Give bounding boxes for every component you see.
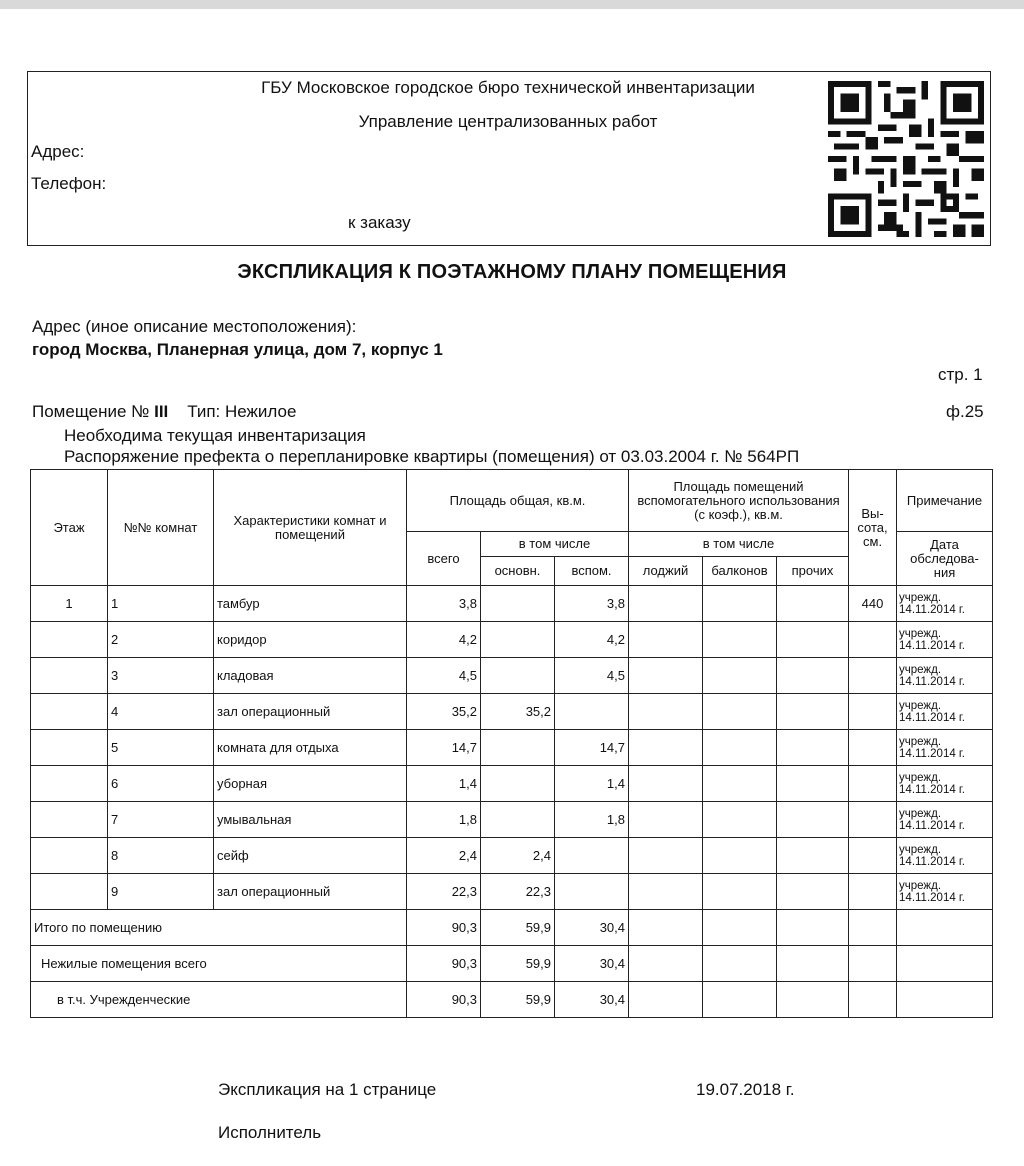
table-row — [31, 658, 993, 694]
page-number: стр. 1 — [938, 365, 983, 384]
cell-room: 3 — [108, 658, 214, 694]
cell-floor — [31, 730, 108, 766]
cell-total: 1,4 — [407, 766, 481, 802]
total-label: Итого по помещению — [31, 910, 407, 946]
cell-other — [777, 802, 849, 838]
cell-main — [481, 802, 555, 838]
cell-survey: учрежд. 14.11.2014 г. — [897, 622, 993, 658]
cell-name: тамбур — [214, 586, 407, 622]
header-address-label: Адрес: — [31, 142, 85, 161]
header-floor: Этаж — [31, 470, 108, 586]
cell-balconies — [703, 838, 777, 874]
header-rooms: №№ комнат — [108, 470, 214, 586]
room-type: Тип: Нежилое — [187, 402, 297, 421]
total-height — [849, 910, 897, 946]
room-number: III — [154, 402, 169, 421]
total-survey — [897, 946, 993, 982]
cell-main — [481, 658, 555, 694]
cell-height — [849, 622, 897, 658]
cell-other — [777, 658, 849, 694]
cell-name: зал операционный — [214, 874, 407, 910]
cell-floor: 1 — [31, 586, 108, 622]
cell-other — [777, 730, 849, 766]
cell-height — [849, 838, 897, 874]
total-loggias — [629, 910, 703, 946]
cell-room: 4 — [108, 694, 214, 730]
cell-other — [777, 586, 849, 622]
cell-aux — [555, 694, 629, 730]
cell-aux: 4,5 — [555, 658, 629, 694]
cell-floor — [31, 802, 108, 838]
cell-main: 35,2 — [481, 694, 555, 730]
cell-name: уборная — [214, 766, 407, 802]
cell-loggias — [629, 766, 703, 802]
header-aux: вспом. — [555, 557, 629, 586]
header-phone-label: Телефон: — [31, 174, 107, 193]
note-inventory: Необходима текущая инвентаризация — [64, 426, 366, 445]
cell-total: 1,8 — [407, 802, 481, 838]
total-other — [777, 982, 849, 1018]
total-survey — [897, 910, 993, 946]
cell-loggias — [629, 838, 703, 874]
room-label: Помещение № — [32, 402, 150, 421]
cell-survey: учрежд. 14.11.2014 г. — [897, 586, 993, 622]
total-row — [31, 946, 993, 982]
cell-main — [481, 730, 555, 766]
cell-room: 8 — [108, 838, 214, 874]
cell-name: сейф — [214, 838, 407, 874]
cell-loggias — [629, 874, 703, 910]
organization-name: ГБУ Московское городское бюро технической инвентаризации — [261, 78, 755, 97]
table-row — [31, 694, 993, 730]
cell-balconies — [703, 586, 777, 622]
cell-total: 4,5 — [407, 658, 481, 694]
cell-balconies — [703, 694, 777, 730]
footer-pages: Экспликация на 1 странице — [218, 1080, 437, 1099]
cell-height: 440 — [849, 586, 897, 622]
cell-aux — [555, 838, 629, 874]
cell-main — [481, 586, 555, 622]
cell-floor — [31, 874, 108, 910]
total-loggias — [629, 946, 703, 982]
cell-room: 1 — [108, 586, 214, 622]
total-balconies — [703, 982, 777, 1018]
total-aux: 30,4 — [555, 910, 629, 946]
form-number: ф.25 — [946, 402, 984, 421]
total-label: Нежилые помещения всего — [31, 946, 407, 982]
cell-name: кладовая — [214, 658, 407, 694]
cell-floor — [31, 838, 108, 874]
address-label: Адрес (иное описание местоположения): — [32, 317, 357, 336]
table-row — [31, 622, 993, 658]
header-remark: Примечание — [897, 470, 993, 532]
header-order-label: к заказу — [348, 213, 411, 232]
cell-balconies — [703, 622, 777, 658]
cell-survey: учрежд. 14.11.2014 г. — [897, 658, 993, 694]
cell-room: 9 — [108, 874, 214, 910]
cell-room: 6 — [108, 766, 214, 802]
room-line — [32, 402, 296, 422]
total-row — [31, 910, 993, 946]
cell-height — [849, 694, 897, 730]
total-label: в т.ч. Учрежденческие — [31, 982, 407, 1018]
cell-aux: 4,2 — [555, 622, 629, 658]
table-row — [31, 586, 993, 622]
cell-survey: учрежд. 14.11.2014 г. — [897, 730, 993, 766]
cell-height — [849, 658, 897, 694]
cell-survey: учрежд. 14.11.2014 г. — [897, 802, 993, 838]
cell-floor — [31, 694, 108, 730]
cell-loggias — [629, 802, 703, 838]
header-aux-area: Площадь помещений вспомогательного использования (с коэф.), кв.м. — [629, 470, 849, 532]
cell-other — [777, 766, 849, 802]
cell-survey: учрежд. 14.11.2014 г. — [897, 838, 993, 874]
table-row — [31, 802, 993, 838]
cell-loggias — [629, 658, 703, 694]
header-other: прочих — [777, 557, 849, 586]
cell-total: 22,3 — [407, 874, 481, 910]
cell-room: 7 — [108, 802, 214, 838]
cell-other — [777, 874, 849, 910]
total-aux: 30,4 — [555, 982, 629, 1018]
cell-total: 3,8 — [407, 586, 481, 622]
cell-name: умывальная — [214, 802, 407, 838]
table-row — [31, 838, 993, 874]
total-balconies — [703, 910, 777, 946]
total-other — [777, 946, 849, 982]
header-incl2: в том числе — [629, 532, 849, 557]
header-characteristics: Характеристики комнат и помещений — [214, 470, 407, 586]
total-balconies — [703, 946, 777, 982]
header-survey-date: Дата обследова-ния — [897, 532, 993, 586]
cell-main — [481, 622, 555, 658]
cell-height — [849, 802, 897, 838]
cell-main: 22,3 — [481, 874, 555, 910]
cell-aux: 3,8 — [555, 586, 629, 622]
cell-balconies — [703, 730, 777, 766]
qr-code-icon — [828, 80, 984, 238]
cell-survey: учрежд. 14.11.2014 г. — [897, 694, 993, 730]
total-main: 59,9 — [481, 910, 555, 946]
cell-balconies — [703, 658, 777, 694]
cell-floor — [31, 658, 108, 694]
cell-loggias — [629, 694, 703, 730]
total-loggias — [629, 982, 703, 1018]
total-area: 90,3 — [407, 982, 481, 1018]
department-name: Управление централизованных работ — [358, 112, 658, 131]
cell-total: 35,2 — [407, 694, 481, 730]
cell-other — [777, 838, 849, 874]
cell-loggias — [629, 730, 703, 766]
cell-total: 4,2 — [407, 622, 481, 658]
total-main: 59,9 — [481, 946, 555, 982]
total-row — [31, 982, 993, 1018]
table-row — [31, 874, 993, 910]
cell-floor — [31, 622, 108, 658]
cell-balconies — [703, 874, 777, 910]
cell-aux: 1,8 — [555, 802, 629, 838]
header-main: основн. — [481, 557, 555, 586]
cell-main: 2,4 — [481, 838, 555, 874]
total-main: 59,9 — [481, 982, 555, 1018]
cell-other — [777, 694, 849, 730]
explication-table — [30, 469, 993, 1018]
table-row — [31, 766, 993, 802]
top-bar — [0, 0, 1024, 9]
cell-balconies — [703, 802, 777, 838]
cell-loggias — [629, 622, 703, 658]
footer-executor: Исполнитель — [218, 1123, 322, 1142]
total-survey — [897, 982, 993, 1018]
document-title: ЭКСПЛИКАЦИЯ К ПОЭТАЖНОМУ ПЛАНУ ПОМЕЩЕНИЯ — [237, 261, 787, 283]
total-aux: 30,4 — [555, 946, 629, 982]
cell-survey: учрежд. 14.11.2014 г. — [897, 766, 993, 802]
table-row — [31, 730, 993, 766]
total-height — [849, 982, 897, 1018]
total-other — [777, 910, 849, 946]
header-total: всего — [407, 532, 481, 586]
cell-name: зал операционный — [214, 694, 407, 730]
cell-total: 14,7 — [407, 730, 481, 766]
header-loggias: лоджий — [629, 557, 703, 586]
cell-room: 2 — [108, 622, 214, 658]
note-order: Распоряжение префекта о перепланировке квартиры (помещения) от 03.03.2004 г. № 564РП — [64, 447, 800, 466]
header-area-total: Площадь общая, кв.м. — [407, 470, 629, 532]
cell-height — [849, 730, 897, 766]
header-balconies: балконов — [703, 557, 777, 586]
total-area: 90,3 — [407, 910, 481, 946]
header-incl: в том числе — [481, 532, 629, 557]
cell-aux: 1,4 — [555, 766, 629, 802]
cell-main — [481, 766, 555, 802]
cell-other — [777, 622, 849, 658]
cell-room: 5 — [108, 730, 214, 766]
header-height: Вы-сота, см. — [849, 470, 897, 586]
total-area: 90,3 — [407, 946, 481, 982]
address-value: город Москва, Планерная улица, дом 7, корпус 1 — [32, 340, 443, 359]
cell-height — [849, 766, 897, 802]
cell-floor — [31, 766, 108, 802]
cell-aux — [555, 874, 629, 910]
cell-survey: учрежд. 14.11.2014 г. — [897, 874, 993, 910]
cell-loggias — [629, 586, 703, 622]
cell-aux: 14,7 — [555, 730, 629, 766]
footer-date: 19.07.2018 г. — [696, 1080, 795, 1099]
cell-balconies — [703, 766, 777, 802]
cell-total: 2,4 — [407, 838, 481, 874]
cell-height — [849, 874, 897, 910]
cell-name: коридор — [214, 622, 407, 658]
cell-name: комната для отдыха — [214, 730, 407, 766]
total-height — [849, 946, 897, 982]
header-box — [27, 71, 991, 246]
